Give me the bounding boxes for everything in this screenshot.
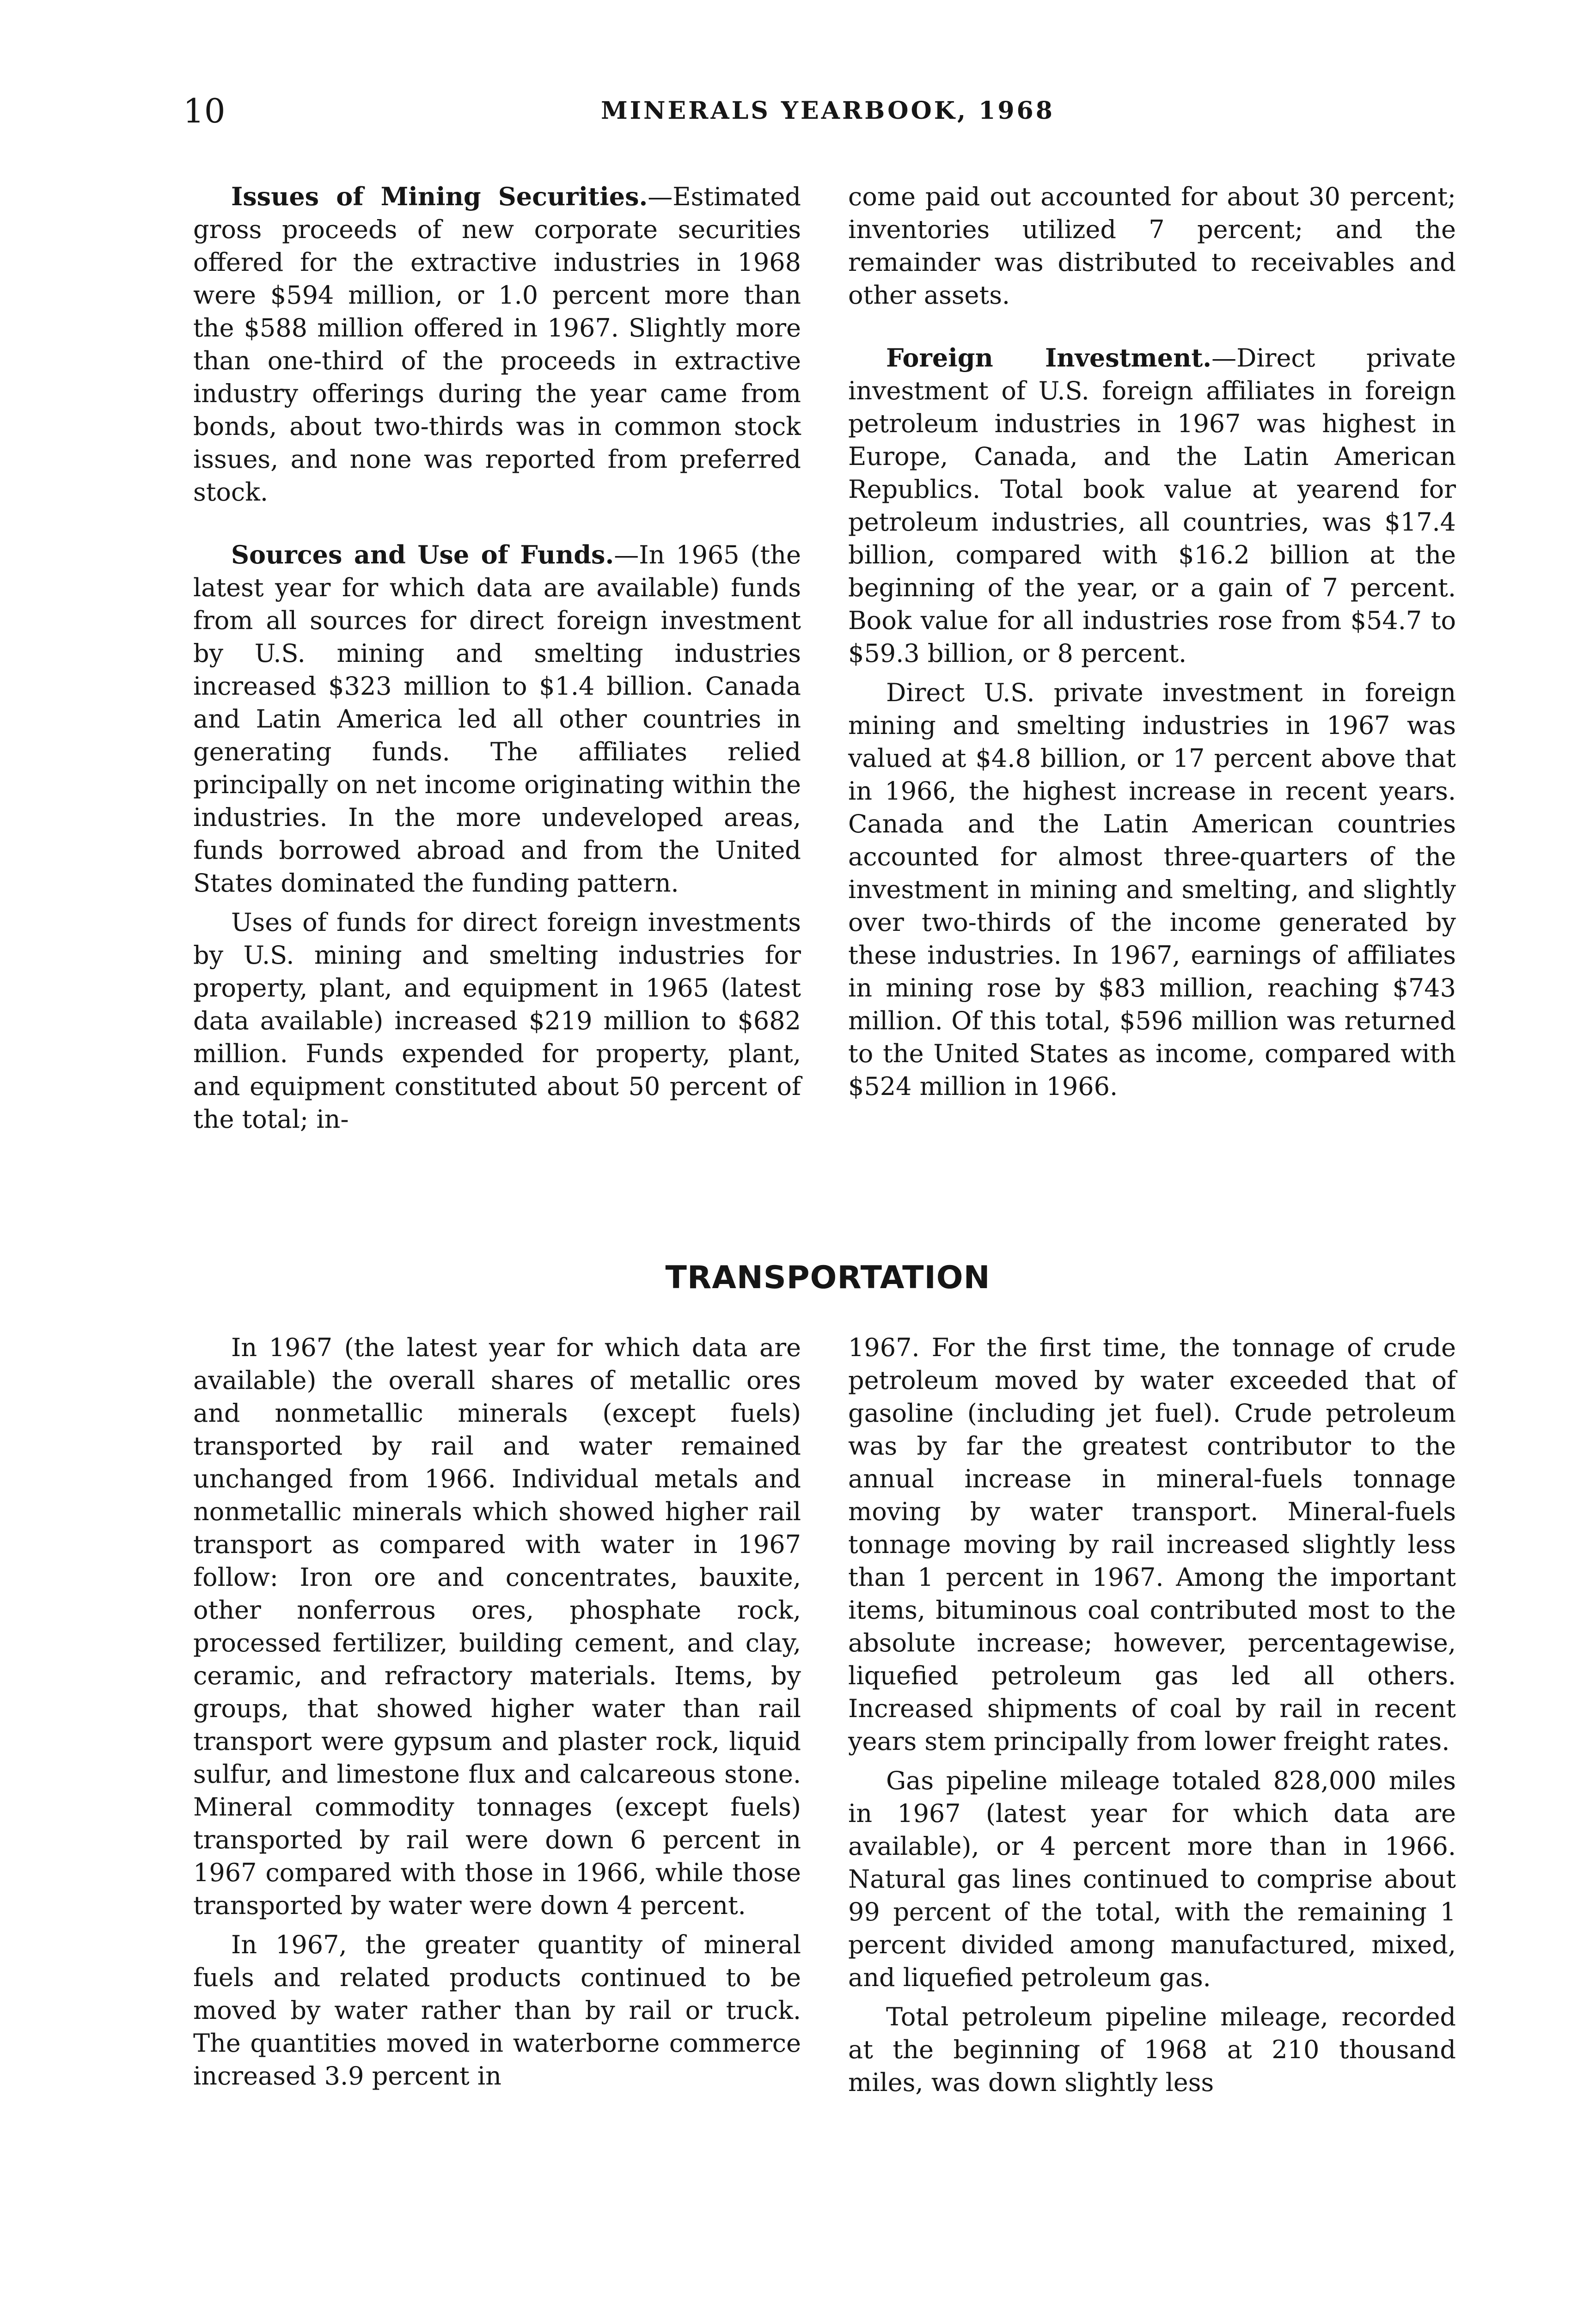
paragraph-mineral-fuels-continued: 1967. For the first time, the tonnage of crude petroleum moved by water exceeded that of gasoline (including jet fuel). Crude petroleum was by far the greatest contributor to the annual increase in mineral-fuels tonnage moving by water transport. Mineral-fuels tonnage moving by rail increased slightly less than 1 percent in 1967. Among the important items, bituminous coal contributed most to the absolute increase; however, percentagewise, liquefied petroleum gas led all others. Increased shipments of coal by rail in recent years stem principally from lower freight rates.	[848, 1333, 1456, 1756]
paragraph-uses-of-funds-continued: come paid out accounted for about 30 percent; inventories utilized 7 percent; and the remainder was distributed to receivables and other assets.	[848, 182, 1456, 310]
running-title: MINERALS YEARBOOK, 1968	[601, 97, 1055, 125]
paragraph-mineral-fuels: In 1967, the greater quantity of mineral fuels and related products continued to be moved by water rather than by rail or truck. The quantities moved in waterborne commerce increased 3.9 percent in	[193, 1930, 801, 2091]
paragraph-sources-and-use-of-funds	[193, 538, 801, 899]
top-left-column	[193, 180, 801, 1136]
bottom-right-column	[848, 1331, 1456, 2099]
paragraph-issues-of-mining-securities	[193, 180, 801, 508]
issues-text: —Estimated gross proceeds of new corporate securities offered for the extractive industries in 1968 were $594 million, or 1.0 percent more than the $588 million offered in 1967. Slightly more than one-third of the proceeds in extractive industry offerings during the year came from bonds, about two-thirds was in common stock issues, and none was reported from preferred stock.	[193, 182, 801, 507]
sources-text: —In 1965 (the latest year for which data are available) funds from all sources for direct foreign investment by U.S. mining and smelting industries increased $323 million to $1.4 billion. Canada and Latin America led all other countries in generating funds. The affiliates relied principally on net income originating within the industries. In the more undeveloped areas, funds borrowed abroad and from the United States dominated the funding pattern.	[193, 540, 801, 898]
bottom-left-column	[193, 1331, 801, 2092]
paragraph-foreign-investment	[848, 342, 1456, 670]
top-right-column	[848, 180, 1456, 1103]
paragraph-petroleum-pipeline-mileage: Total petroleum pipeline mileage, recorded at the beginning of 1968 at 210 thousand miles, was down slightly less	[848, 2002, 1456, 2097]
paragraph-gas-pipeline-mileage: Gas pipeline mileage totaled 828,000 miles in 1967 (latest year for which data are available), or 4 percent more than in 1966. Natural gas lines continued to comprise about 99 percent of the total, with the remaining 1 percent divided among manufactured, mixed, and liquefied petroleum gas.	[848, 1766, 1456, 1992]
paragraph-transportation-shares: In 1967 (the latest year for which data are available) the overall shares of metallic ores and nonmetallic minerals (except fuels) transported by rail and water remained unchanged from 1966. Individual metals and nonmetallic minerals which showed higher rail transport as compared with water in 1967 follow: Iron ore and concentrates, bauxite, other nonferrous ores, phosphate rock, processed fertilizer, building cement, and clay, ceramic, and refractory materials. Items, by groups, that showed higher water than rail transport were gypsum and plaster rock, liquid sulfur, and limestone flux and calcareous stone. Mineral commodity tonnages (except fuels) transported by rail were down 6 percent in 1967 compared with those in 1966, while those transported by water were down 4 percent.	[193, 1333, 801, 1920]
paragraph-uses-of-funds: Uses of funds for direct foreign investments by U.S. mining and smelting industries for property, plant, and equipment in 1965 (latest data available) increased $219 million to $682 million. Funds expended for property, plant, and equipment constituted about 50 percent of the total; in-	[193, 908, 801, 1134]
page-number: 10	[183, 92, 226, 130]
paragraph-direct-us-private-investment: Direct U.S. private investment in foreign mining and smelting industries in 1967 was valued at $4.8 billion, or 17 percent above that in 1966, the highest increase in recent years. Canada and the Latin American countries accounted for almost three-quarters of the investment in mining and smelting, and slightly over two-thirds of the income generated by these industries. In 1967, earnings of affiliates in mining rose by $83 million, reaching $743 million. Of this total, $596 million was returned to the United States as income, compared with $524 million in 1966.	[848, 678, 1456, 1101]
section-heading-transportation: TRANSPORTATION	[665, 1259, 991, 1296]
page-header	[183, 92, 1473, 129]
foreign-heading: Foreign Investment.	[886, 343, 1212, 373]
foreign-text: —Direct private investment of U.S. foreign affiliates in foreign petroleum industries in 1967 was highest in Europe, Canada, and the Latin American Republics. Total book value at yearend for petroleum industries, all countries, was $17.4 billion, compared with $16.2 billion at the beginning of the year, or a gain of 7 percent. Book value for all industries rose from $54.7 to $59.3 billion, or 8 percent.	[848, 343, 1456, 668]
sources-heading: Sources and Use of Funds.	[231, 540, 614, 569]
issues-heading: Issues of Mining Securities.	[231, 182, 648, 211]
